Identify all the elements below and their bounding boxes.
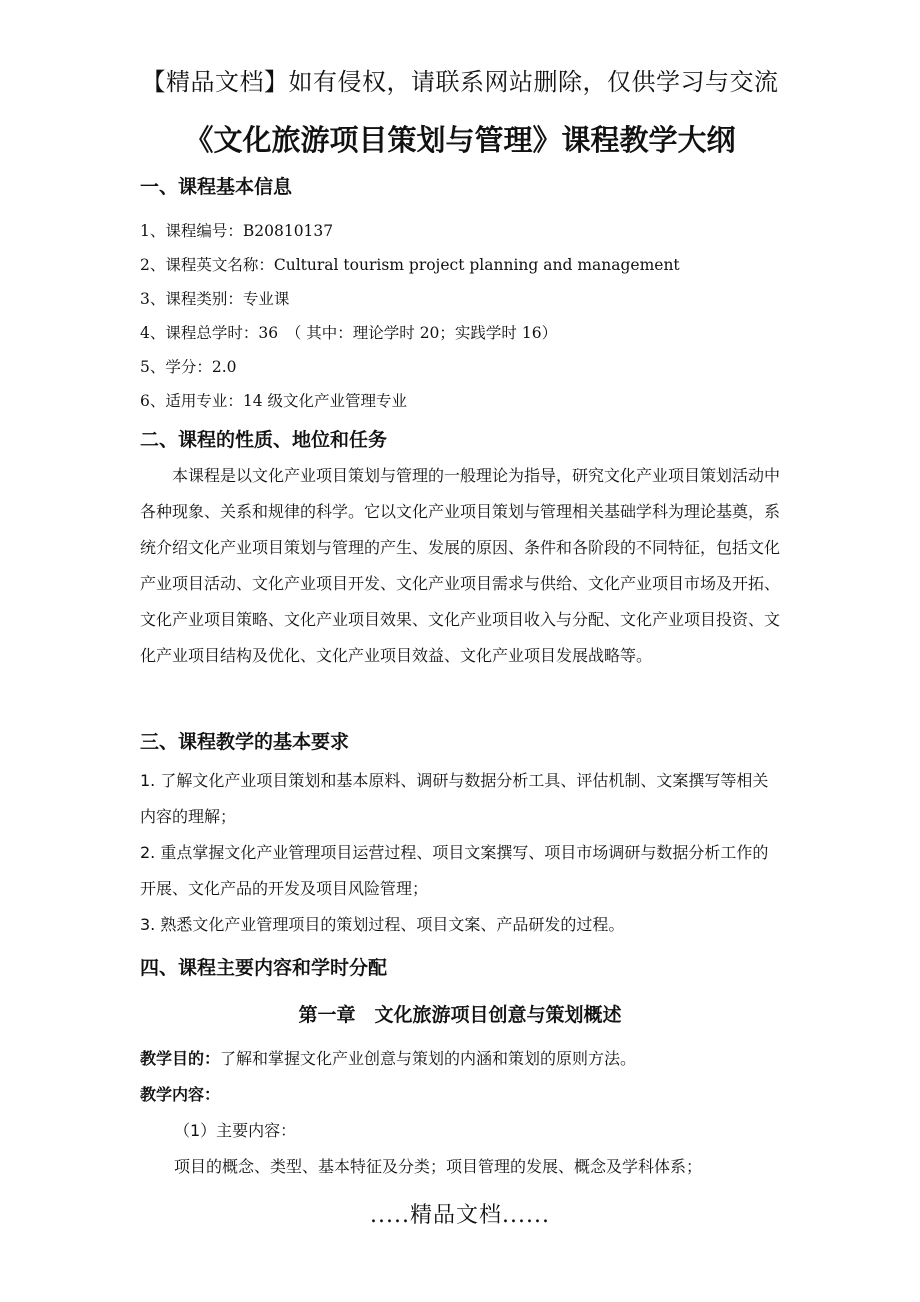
requirement-item-3: 3. 熟悉文化产业管理项目的策划过程、项目文案、产品研发的过程。 — [140, 915, 625, 934]
section-2-paragraph: 本课程是以文化产业项目策划与管理的一般理论为指导，研究文化产业项目策划活动中各种现象、关系和规律的科学。它以文化产业项目策划与管理相关基础学科为理论基奠，系统介绍文化产业项目策划与管理的产生、发展的原因、条件和各阶段的不同特征，包括文化产业项目活动、文化产业项目开发、文化产业项目需求与供给、文化产业项目市场及开拓、文化产业项目策略、文化产业项目效果、文化产业项目收入与分配、文化产业项目投资、文化产业项目结构及优化、文化产业项目效益、文化产业项目发展战略等。 — [140, 466, 781, 665]
main-content-label: （1）主要内容： — [174, 1121, 297, 1140]
document-title: 《文化旅游项目策划与管理》课程教学大纲 — [184, 123, 736, 157]
teaching-objective — [140, 1046, 636, 1069]
section-3-heading: 三、课程教学的基本要求 — [140, 731, 350, 753]
teaching-objective-text: 了解和掌握文化产业创意与策划的内涵和策划的原则方法。 — [220, 1049, 637, 1068]
section-1-heading: 一、课程基本信息 — [140, 176, 293, 198]
page-footer: .....精品文档...... — [370, 1203, 550, 1228]
info-item-credits: 5、学分：2.0 — [140, 358, 237, 376]
info-item-english-name: 2、课程英文名称：Cultural tourism project planning and management — [140, 256, 680, 274]
info-item-total-hours: 4、课程总学时：36 （ 其中：理论学时 20；实践学时 16） — [140, 324, 558, 342]
teaching-objective-label: 教学目的： — [140, 1049, 221, 1068]
info-item-course-code: 1、课程编号：B20810137 — [140, 222, 334, 240]
teaching-content-label: 教学内容： — [140, 1085, 221, 1104]
requirement-item-2: 2. 重点掌握文化产业管理项目运营过程、项目文案撰写、项目市场调研与数据分析工作的开展、文化产品的开发及项目风险管理； — [140, 843, 769, 898]
info-item-course-type: 3、课程类别：专业课 — [140, 290, 290, 308]
section-2-heading: 二、课程的性质、地位和任务 — [140, 429, 388, 451]
chapter-1-title: 第一章 文化旅游项目创意与策划概述 — [298, 1004, 622, 1026]
main-content-text: 项目的概念、类型、基本特征及分类；项目管理的发展、概念及学科体系； — [174, 1157, 703, 1176]
copyright-banner: 【精品文档】如有侵权，请联系网站删除，仅供学习与交流 — [141, 68, 779, 96]
requirement-item-1: 1. 了解文化产业项目策划和基本原料、调研与数据分析工具、评估机制、文案撰写等相关内容的理解； — [140, 771, 769, 826]
info-item-major: 6、适用专业：14 级文化产业管理专业 — [140, 392, 408, 410]
section-4-heading: 四、课程主要内容和学时分配 — [140, 957, 388, 979]
